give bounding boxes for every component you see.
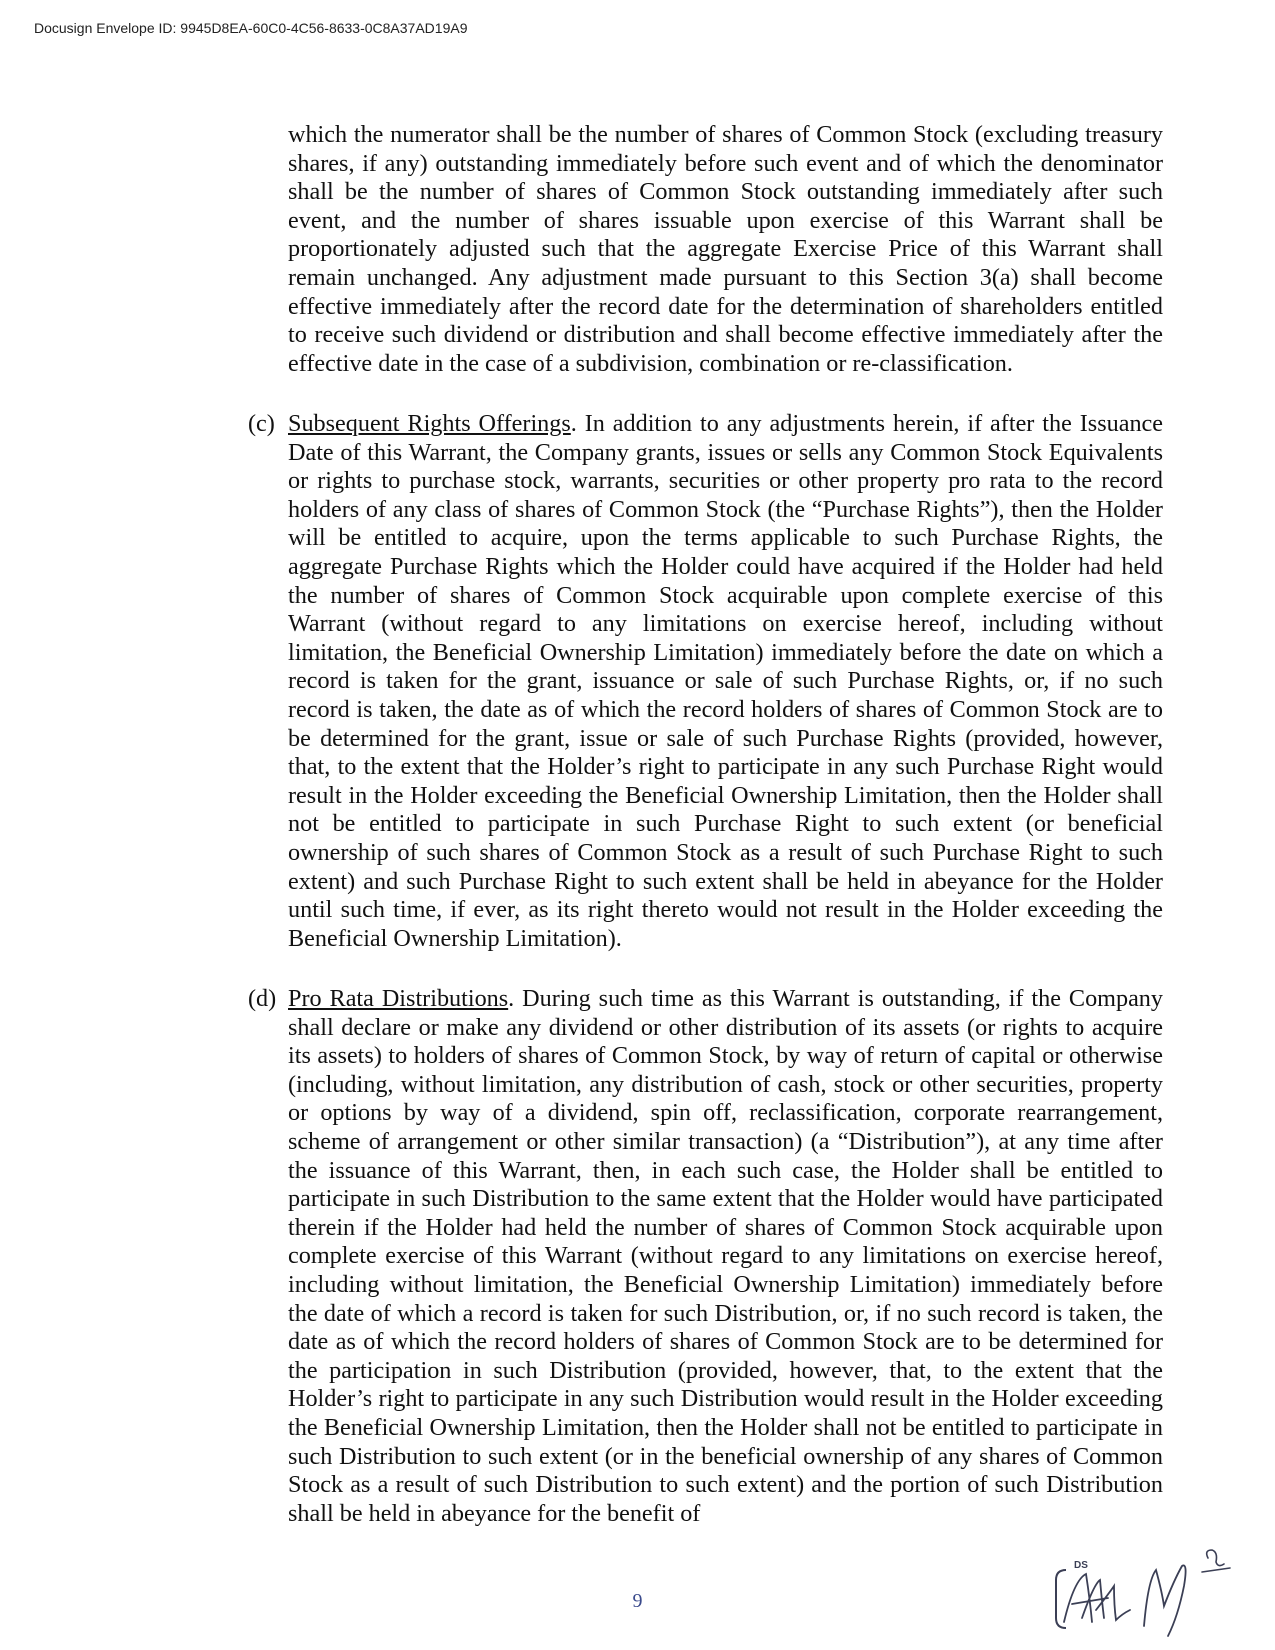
initials-scribble-3 xyxy=(1202,1550,1230,1572)
section-body xyxy=(288,985,1163,1528)
section-heading: Subsequent Rights Offerings xyxy=(288,410,571,437)
section-text: . In addition to any adjustments herein, if after the Issuance Date of this Warrant, the Company grants, issues or sells any Common Stock Equivalents or rights to purchase stock, warrants, securities or other property pro rata to the record holders of any class of shares of Common Stock (the “Purchase Rights”), then the Holder will be entitled to acquire, upon the terms applicable to such Purchase Rights, the aggregate Purchase Rights which the Holder could have acquired if the Holder had held the number of shares of Common Stock acquirable upon complete exercise of this Warrant (without regard to any limitations on exercise hereof, including without limitation, the Beneficial Ownership Limitation) immediately before the date on which a record is taken for the grant, issuance or sale of such Purchase Rights, or, if no such record is taken, the date as of which the record holders of shares of Common Stock are to be determined for the grant, issue or sale of such Purchase Rights (provided, however, that, to the extent that the Holder’s right to participate in any such Purchase Right would result in the Holder exceeding the Beneficial Ownership Limitation, then the Holder shall not be entitled to participate in such Purchase Right to such extent (or beneficial ownership of such shares of Common Stock as a result of such Purchase Right to such extent) and such Purchase Right to such extent shall be held in abeyance for the Holder until such time, if ever, as its right thereto would not result in the Holder exceeding the Beneficial Ownership Limitation). xyxy=(288,410,1164,952)
docusign-envelope-id: Docusign Envelope ID: 9945D8EA-60C0-4C56-8633-0C8A37AD19A9 xyxy=(34,20,468,36)
section-c xyxy=(248,410,1163,953)
section-label: (c) xyxy=(248,410,275,437)
section-d xyxy=(248,985,1163,1528)
page-number: 9 xyxy=(632,1590,643,1612)
section-heading: Pro Rata Distributions xyxy=(288,985,509,1012)
section-body xyxy=(288,410,1163,953)
initials-tag: DS xyxy=(1074,1560,1088,1571)
initials-scribble-1 xyxy=(1064,1574,1130,1622)
initials-signature xyxy=(1052,1540,1252,1640)
section-label: (d) xyxy=(248,985,277,1012)
initials-scribble-2 xyxy=(1144,1565,1186,1636)
section-text: . During such time as this Warrant is outstanding, if the Company shall declare or make any dividend or other distribution of its assets (or rights to acquire its assets) to holders of shares of Common Stock, by way of return of capital or otherwise (including, without limitation, any distribution of cash, stock or other securities, property or options by way of a dividend, spin off, reclassification, corporate rearrangement, scheme of arrangement or other similar transaction) (a “Distribution”), at any time after the issuance of this Warrant, then, in each such case, the Holder shall be entitled to participate in such Distribution to the same extent that the Holder would have participated therein if the Holder had held the number of shares of Common Stock acquirable upon complete exercise of this Warrant (without regard to any limitations on exercise hereof, including without limitation, the Beneficial Ownership Limitation) immediately before the date of which a record is taken for such Distribution, or, if no such record is taken, the date as of which the record holders of shares of Common Stock are to be determined for the participation in such Distribution (provided, however, that, to the extent that the Holder’s right to participate in any such Distribution would result in the Holder exceeding the Beneficial Ownership Limitation, then the Holder shall not be entitled to participate in such Distribution to such extent (or in the beneficial ownership of any shares of Common Stock as a result of such Distribution to such extent) and the portion of such Distribution shall be held in abeyance for the benefit of xyxy=(288,985,1163,1527)
continued-paragraph: which the numerator shall be the number of shares of Common Stock (excluding treasury shares, if any) outstanding immediately before such event and of which the denominator shall be the number of shares of Common Stock outstanding immediately after such event, and the number of shares issuable upon exercise of this Warrant shall be proportionately adjusted such that the aggregate Exercise Price of this Warrant shall remain unchanged. Any adjustment made pursuant to this Section 3(a) shall become effective immediately after the record date for the determination of shareholders entitled to receive such dividend or distribution and shall become effective immediately after the effective date in the case of a subdivision, combination or re-classification. xyxy=(288,121,1163,377)
